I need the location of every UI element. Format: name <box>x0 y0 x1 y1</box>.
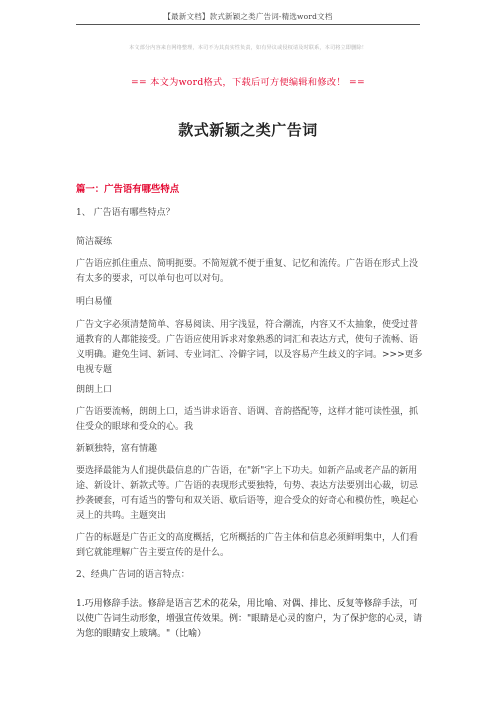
header-divider <box>76 24 420 25</box>
paragraph-rhetoric: 1.巧用修辞手法。修辞是语言艺术的花朵，用比喻、对偶、排比、反复等修辞手法，可以使广告词生动形象，增强宣传效果。例："眼睛是心灵的窗户，为了保护您的心灵，请为您的眼睛安上玻璃。"（比喻） <box>76 599 423 639</box>
paragraph-clear: 广告文字必须清楚简单、容易阅读、用字浅显，符合潮流，内容又不太抽象，使受过普通教育的人都能接受。广告语应使用诉求对象熟悉的词汇和表达方式，使句子流畅、语义明确。避免生词、新词、专业词汇、冷僻字词，以及容易产生歧义的字词。>>>更多电视专题 <box>76 320 423 375</box>
question-1: 1、 广告语有哪些特点？ <box>76 208 175 218</box>
paragraph-theme: 广告的标题是广告正文的高度概括，它所概括的广告主体和信息必须鲜明集中，人们看到它就能理解广告主要宣传的是什么。 <box>76 533 419 558</box>
document-title: 款式新颖之类广告词 <box>178 121 318 139</box>
question-2: 2、经典广告词的语言特点： <box>76 570 190 580</box>
subheading-catchy: 朗朗上口 <box>76 385 113 395</box>
paragraph-concise: 广告语应抓住重点、简明扼要。不简短就不便于重复、记忆和流传。广告语在形式上没有太多的要求，可以单句也可以对句。 <box>76 259 419 284</box>
disclaimer-text: 本文部分内容来自网络整理，本司不为其真实性负责，如有异议或侵权请及时联系，本司将立即删除！ <box>129 45 367 51</box>
subheading-concise: 简洁凝练 <box>76 237 113 247</box>
header-title: 【最新文档】款式新颖之类广告词-精选word文档 <box>163 12 333 21</box>
paragraph-novel: 要选择最能为人们提供最信息的广告语，在"新"字上下功夫。如新产品或老产品的新用途、新设计、新款式等。广告语的表现形式要独特，句势、表达方法要别出心裁，切忌抄袭硬套，可有适当的警句和双关语、歇后语等，迎合受众的好奇心和模仿性，唤起心灵上的共鸣。主题突出 <box>76 466 419 521</box>
subheading-clear: 明白易懂 <box>76 297 113 307</box>
word-format-notice: == 本文为word格式，下载后可方便编辑和修改！ == <box>130 77 366 88</box>
subheading-novel: 新颖独特，富有情趣 <box>76 444 158 454</box>
paragraph-catchy: 广告语要流畅，朗朗上口，适当讲求语音、语调、音韵搭配等，这样才能可读性强，抓住受众的眼球和受众的心。我 <box>76 407 419 432</box>
section-heading: 篇一：广告语有哪些特点 <box>76 184 180 195</box>
